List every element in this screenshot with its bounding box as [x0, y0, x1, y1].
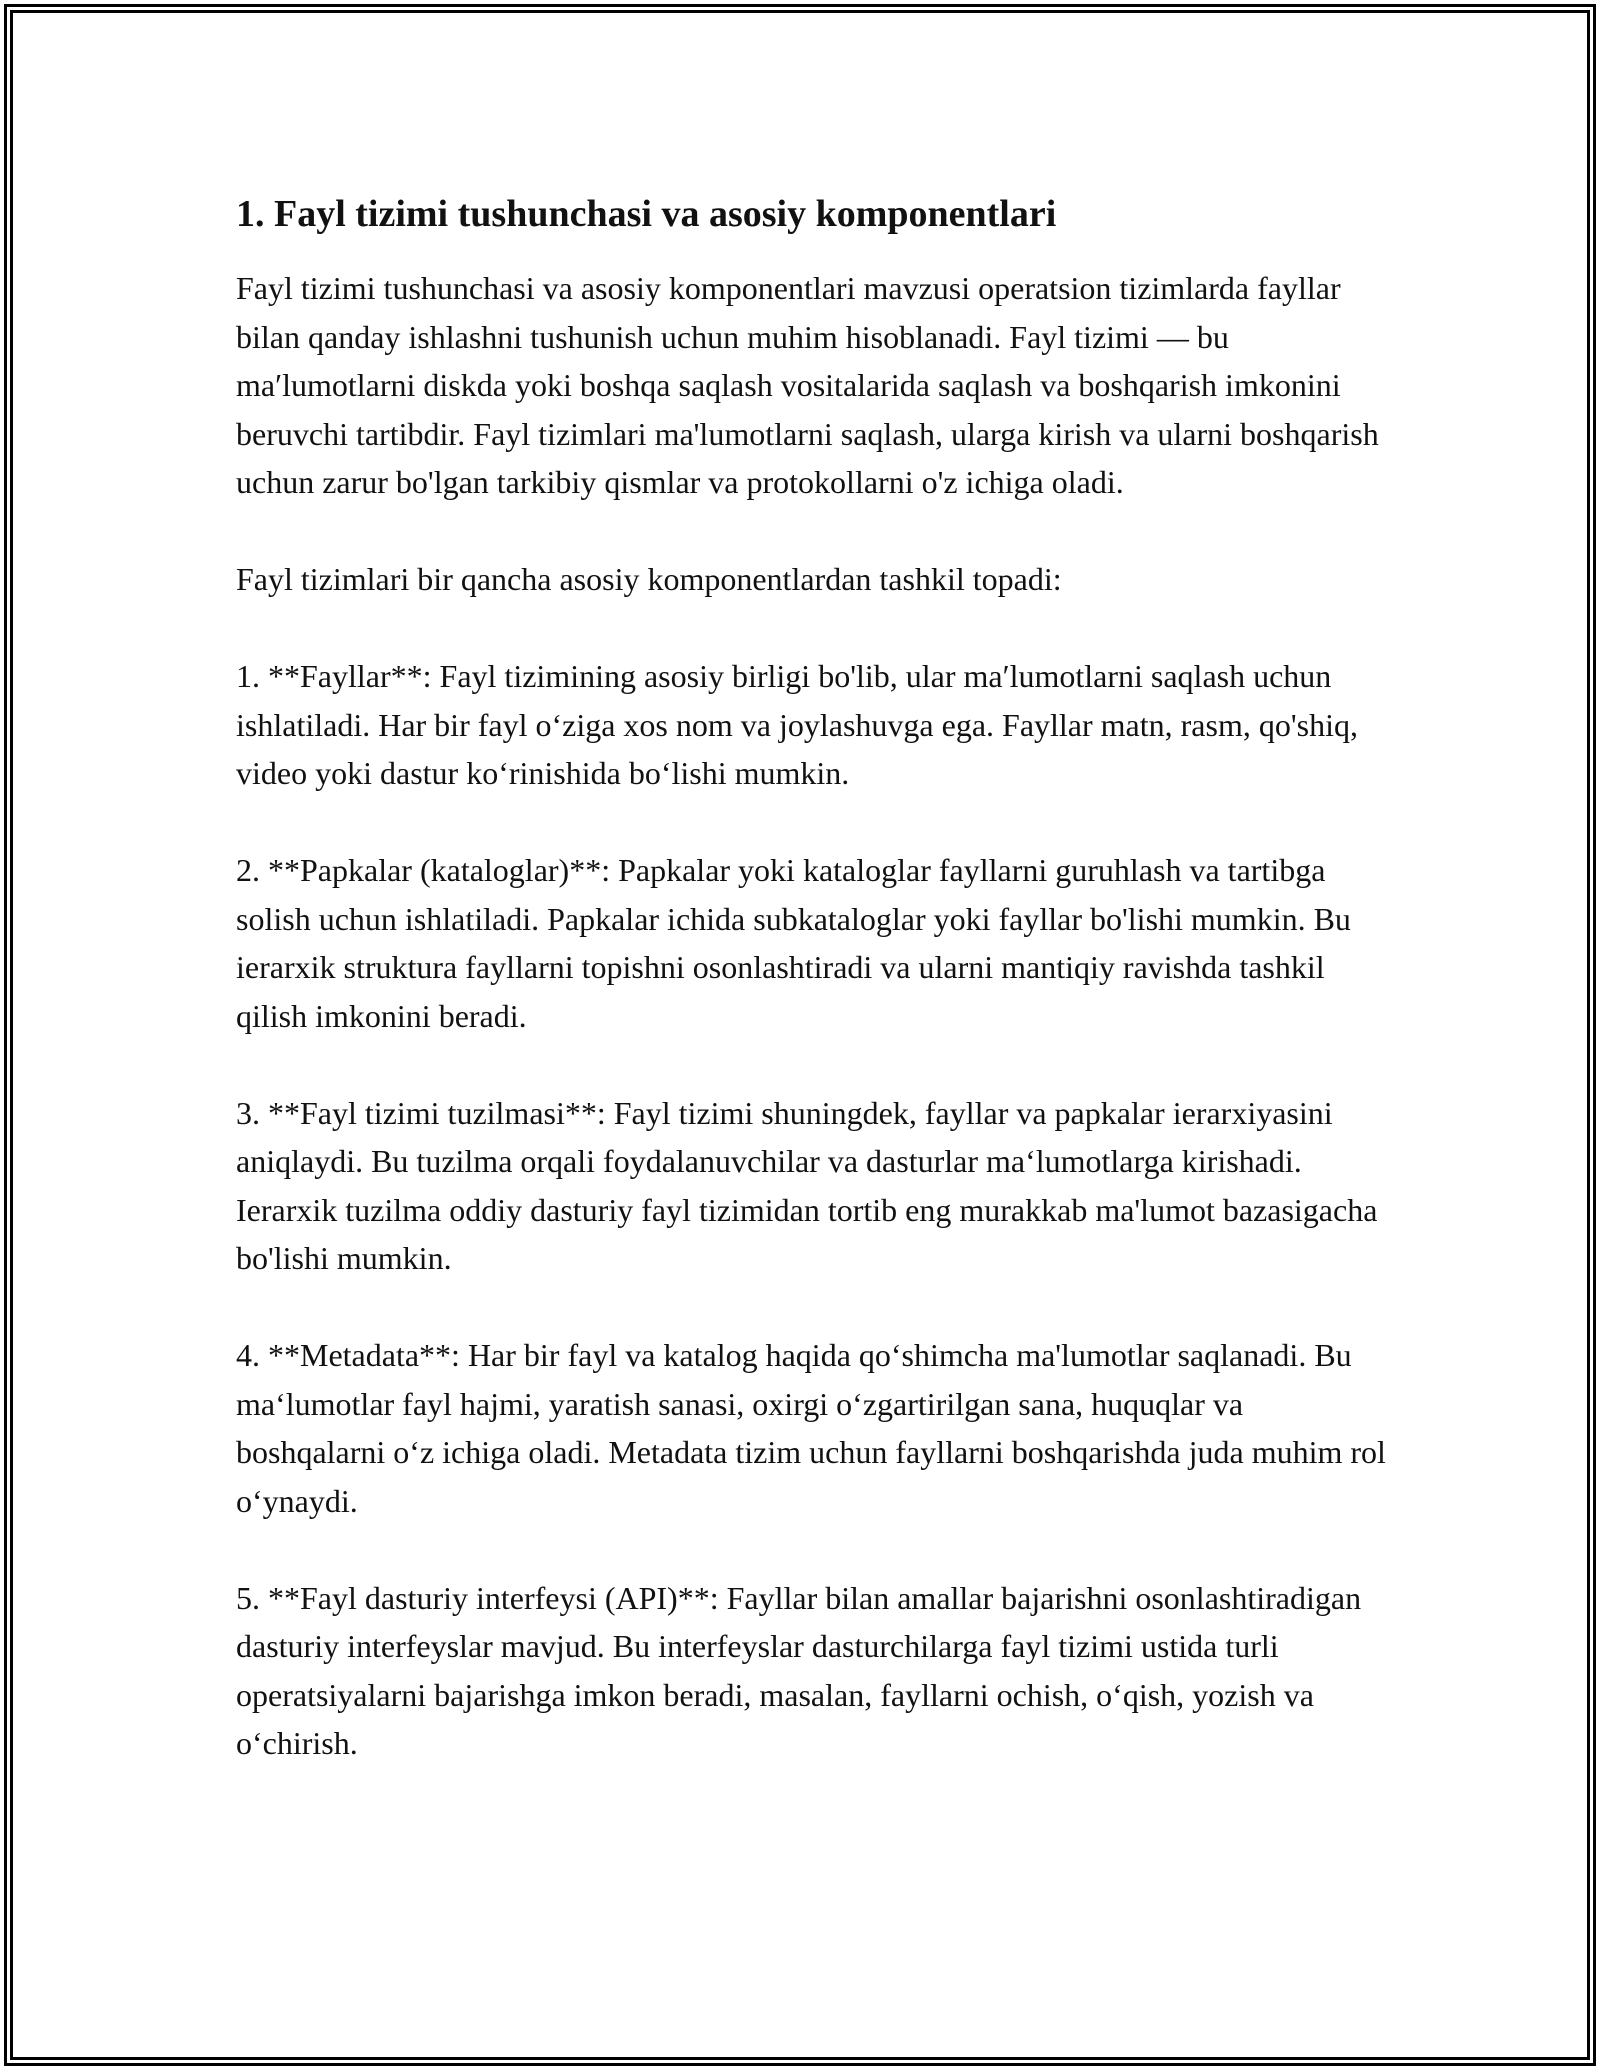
document-title: 1. Fayl tizimi tushunchasi va asosiy komponentlari: [236, 193, 1057, 235]
paragraph-item-files: 1. **Fayllar**: Fayl tizimining asosiy birligi bo'lib, ular ma′lumotlarni saqlash uchun ishlatiladi. Har bir fayl o‘ziga xos nom va joylashuvga ega. Fayllar matn, rasm, qo'shiq, video yoki dastur ko‘rinishida bo‘lishi mumkin.: [236, 658, 1358, 791]
paragraph-intro: Fayl tizimi tushunchasi va asosiy komponentlari mavzusi operatsion tizimlarda fayllar bilan qanday ishlashni tushunish uchun muhim hisoblanadi. Fayl tizimi — bu ma′lumotlarni diskda yoki boshqa saqlash vositalarida saqlash va boshqarish imkonini beruvchi tartibdir. Fayl tizimlari ma'lumotlarni saqlash, ularga kirish va ularni boshqarish uchun zarur bo'lgan tarkibiy qismlar va protokollarni o'z ichiga oladi.: [236, 270, 1379, 500]
paragraph-item-structure: 3. **Fayl tizimi tuzilmasi**: Fayl tizimi shuningdek, fayllar va papkalar ierarxiyasini aniqlaydi. Bu tuzilma orqali foydalanuvchilar va dasturlar ma‘lumotlarga kirishadi. Ierarxik tuzilma oddiy dasturiy fayl tizimidan tortib eng murakkab ma'lumot bazasigacha bo'lishi mumkin.: [236, 1094, 1378, 1276]
paragraph-item-metadata: 4. **Metadata**: Har bir fayl va katalog haqida qo‘shimcha ma'lumotlar saqlanadi. Bu ma‘lumotlar fayl hajmi, yaratish sanasi, oxirgi o‘zgartirilgan sana, huquqlar va boshqalarni o‘z ichiga oladi. Metadata tizim uchun fayllarni boshqarishda juda muhim rol o‘ynaydi.: [236, 1337, 1386, 1519]
paragraph-item-folders: 2. **Papkalar (kataloglar)**: Papkalar yoki kataloglar fayllarni guruhlash va tartibga solish uchun ishlatiladi. Papkalar ichida subkataloglar yoki fayllar bo'lishi mumkin. Bu ierarxik struktura fayllarni topishni osonlashtiradi va ularni mantiqiy ravishda tashkil qilish imkonini beradi.: [236, 852, 1351, 1034]
paragraph-components-lead: Fayl tizimlari bir qancha asosiy komponentlardan tashkil topadi:: [236, 561, 1062, 597]
paragraph-item-api: 5. **Fayl dasturiy interfeysi (API)**: Fayllar bilan amallar bajarishni osonlashtiradigan dasturiy interfeyslar mavjud. Bu interfeyslar dasturchilarga fayl tizimi ustida turli operatsiyalarni bajarishga imkon beradi, masalan, fayllarni ochish, o‘qish, yozish va o‘chirish.: [236, 1579, 1362, 1761]
document-body: [236, 186, 1386, 1816]
